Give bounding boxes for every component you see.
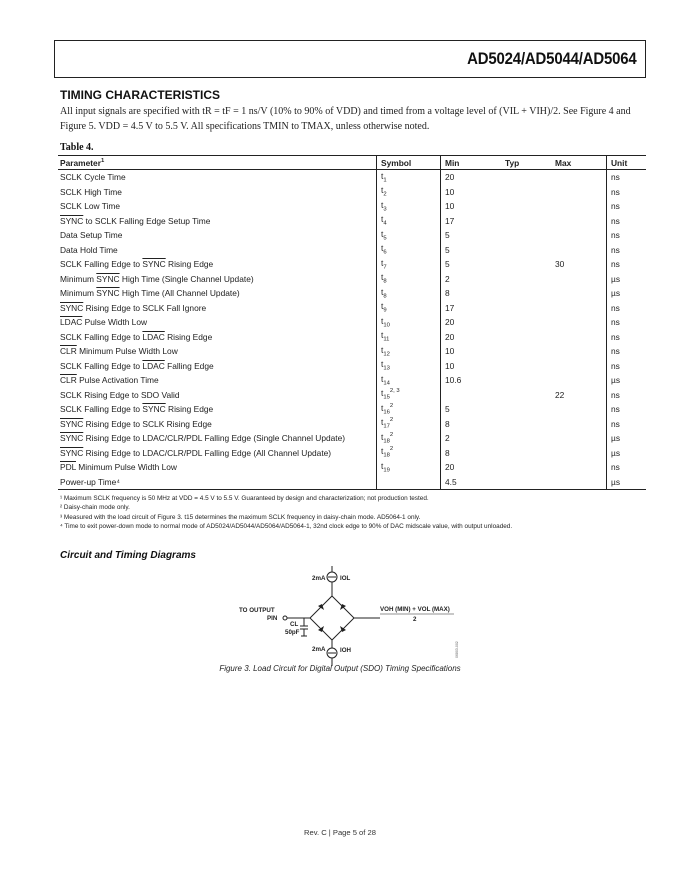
footnote: ⁴ Time to exit power-down mode to normal mode of AD5024/AD5044/AD5064/AD5064-1, 32nd clock edge to 90% of DAC midscale value, with output unloaded.: [60, 523, 513, 531]
cell-max: [553, 315, 607, 330]
diode-bridge: [310, 596, 354, 640]
cell-parameter: Minimum SYNC High Time (All Channel Update): [60, 288, 240, 299]
table-row: [58, 460, 646, 475]
table-body: [58, 170, 646, 490]
cell-typ: [503, 460, 553, 475]
cell-unit: ns: [607, 460, 647, 475]
cell-min: 2: [441, 431, 504, 446]
cell-min: 10: [441, 344, 504, 359]
table-row: [58, 431, 646, 446]
cell-max: [553, 460, 607, 475]
label-voltage: VOH (MIN) + VOL (MAX): [380, 606, 450, 613]
cell-min: 8: [441, 417, 504, 432]
cell-typ: [503, 359, 553, 374]
label-bottom-current: 2mA: [312, 646, 326, 653]
cell-parameter: LDAC Pulse Width Low: [60, 317, 148, 328]
table-row: [58, 402, 646, 417]
cell-unit: µs: [607, 286, 647, 301]
cell-max: [553, 214, 607, 229]
cell-min: 20: [441, 330, 504, 345]
cell-unit: ns: [607, 301, 647, 316]
table-row: [58, 272, 646, 287]
cell-typ: [503, 272, 553, 287]
cell-min: 10: [441, 185, 504, 200]
cell-parameter: SYNC Rising Edge to SCLK Rising Edge: [60, 418, 212, 429]
cell-max: [553, 475, 607, 490]
cell-parameter: SCLK Falling Edge to LDAC Rising Edge: [60, 331, 213, 342]
cell-max: [553, 330, 607, 345]
cell-max: [553, 431, 607, 446]
cell-parameter: Minimum SYNC High Time (Single Channel Update): [60, 273, 254, 284]
label-iol: IOL: [340, 575, 351, 582]
table-row: [58, 446, 646, 461]
header-title: AD5024/AD5044/AD5064: [467, 49, 637, 68]
table-row: [58, 475, 646, 490]
cell-unit: ns: [607, 417, 647, 432]
cell-parameter: SYNC Rising Edge to LDAC/CLR/PDL Falling Edge (Single Channel Update): [60, 433, 346, 444]
header-typ: Typ: [503, 156, 553, 170]
cell-min: 10: [441, 199, 504, 214]
page-footer: Rev. C | Page 5 of 28: [304, 828, 376, 837]
cell-min: 20: [441, 315, 504, 330]
cell-typ: [503, 475, 553, 490]
cell-symbol: $t_{17}^2$: [377, 417, 441, 432]
cell-symbol: $t_{18}^2$: [377, 446, 441, 461]
cell-min: 2: [441, 272, 504, 287]
cell-symbol: $t_2$: [377, 185, 441, 200]
cell-parameter: SCLK Falling Edge to SYNC Rising Edge: [60, 259, 214, 270]
label-pin: PIN: [267, 615, 278, 622]
table-row: [58, 214, 646, 229]
cell-parameter: $\overline{PDL}$ Minimum Pulse Width Low: [60, 462, 177, 473]
header-unit: Unit: [607, 156, 647, 170]
cell-typ: [503, 243, 553, 258]
cell-symbol: $t_4$: [377, 214, 441, 229]
footnote: ² Daisy-chain mode only.: [60, 504, 130, 512]
cell-max: [553, 344, 607, 359]
cell-min: 17: [441, 301, 504, 316]
cell-min: 17: [441, 214, 504, 229]
cell-symbol: $t_6$: [377, 243, 441, 258]
header-min: Min: [441, 156, 504, 170]
cell-max: [553, 359, 607, 374]
cell-typ: [503, 286, 553, 301]
cell-typ: [503, 344, 553, 359]
cell-symbol: $t_{13}$: [377, 359, 441, 374]
cell-symbol: $t_8$: [377, 286, 441, 301]
cell-symbol: $t_{15}^{2, 3}$: [377, 388, 441, 403]
cell-min: 5: [441, 257, 504, 272]
cell-unit: ns: [607, 359, 647, 374]
table-row: [58, 344, 646, 359]
cell-min: 20: [441, 170, 504, 185]
cell-unit: ns: [607, 214, 647, 229]
cell-typ: [503, 330, 553, 345]
cell-typ: [503, 185, 553, 200]
table-row: [58, 243, 646, 258]
table-row: [58, 199, 646, 214]
timing-table: [58, 155, 646, 490]
cell-typ: [503, 228, 553, 243]
cell-parameter: $\overline{CLR}$ Minimum Pulse Width Low: [60, 346, 178, 357]
table-row: [58, 301, 646, 316]
table-row: [58, 330, 646, 345]
cell-unit: µs: [607, 373, 647, 388]
table-row: [58, 417, 646, 432]
cell-symbol: $t_{18}^2$: [377, 431, 441, 446]
label-ioh: IOH: [340, 647, 352, 654]
cell-max: [553, 185, 607, 200]
header-parameter: Parameter$^1$: [58, 156, 377, 170]
footnote: ³ Measured with the load circuit of Figure 3. t15 determines the maximum SCLK frequency in daisy-chain mode. AD5064-1 only.: [60, 513, 421, 521]
cell-min: 4.5: [441, 475, 504, 490]
figure-caption: Figure 3. Load Circuit for Digital Output (SDO) Timing Specifications: [219, 664, 461, 673]
cell-typ: [503, 373, 553, 388]
cell-min: 20: [441, 460, 504, 475]
cell-min: 5: [441, 228, 504, 243]
page-header: [54, 40, 646, 78]
cell-max: [553, 170, 607, 185]
cell-typ: [503, 257, 553, 272]
cell-unit: µs: [607, 272, 647, 287]
cell-symbol: $t_9$: [377, 301, 441, 316]
cell-symbol: $t_7$: [377, 257, 441, 272]
table-header-row: [58, 156, 646, 170]
cell-typ: [503, 402, 553, 417]
cell-parameter: SCLK Falling Edge to LDAC Falling Edge: [60, 360, 214, 371]
cell-typ: [503, 446, 553, 461]
cell-unit: µs: [607, 446, 647, 461]
table-row: [58, 257, 646, 272]
label-cap: 50pF: [285, 629, 300, 636]
cell-typ: [503, 214, 553, 229]
cell-symbol: $t_{10}$: [377, 315, 441, 330]
cell-parameter: Data Setup Time: [60, 230, 123, 241]
cell-max: 22: [555, 389, 565, 400]
cell-min: 5: [441, 243, 504, 258]
table-row: [58, 373, 646, 388]
cell-max: [553, 373, 607, 388]
cell-typ: [503, 199, 553, 214]
cell-symbol: $t_{19}$: [377, 460, 441, 475]
cell-typ: [503, 170, 553, 185]
cell-unit: ns: [607, 402, 647, 417]
cell-unit: ns: [607, 185, 647, 200]
cell-max: [553, 199, 607, 214]
cell-unit: µs: [607, 475, 647, 490]
cell-unit: ns: [607, 344, 647, 359]
cell-max: [553, 402, 607, 417]
cell-max: [553, 301, 607, 316]
cell-min: 10: [441, 359, 504, 374]
header-symbol: Symbol: [377, 156, 441, 170]
cell-parameter: SYNC to SCLK Falling Edge Setup Time: [60, 215, 211, 226]
label-divisor: 2: [413, 616, 417, 623]
cell-symbol: $t_5$: [377, 228, 441, 243]
cell-unit: ns: [607, 243, 647, 258]
cell-parameter: SCLK Falling Edge to SYNC Rising Edge: [60, 404, 214, 415]
cell-max: [553, 417, 607, 432]
cell-parameter: SCLK Low Time: [60, 201, 121, 212]
table-caption: Table 4.: [60, 142, 94, 153]
table-row: [58, 388, 646, 403]
cell-symbol: [377, 475, 441, 490]
intro-paragraph: All input signals are specified with tR = tF = 1 ns/V (10% to 90% of VDD) and timed from a voltage level of (VIL + VIH)/2. See Figure 4 and Figure 5. VDD = 4.5 V to 5.5 V. All specifications TMIN to TMAX, unless otherwise noted.: [60, 106, 631, 132]
cell-unit: ns: [607, 228, 647, 243]
cell-typ: [503, 301, 553, 316]
cell-max: [553, 272, 607, 287]
cell-parameter: SYNC Rising Edge to SCLK Fall Ignore: [60, 302, 207, 313]
cell-unit: ns: [607, 315, 647, 330]
cell-max: [553, 243, 607, 258]
cell-min: 10.6: [441, 373, 504, 388]
circuit-subhead: Circuit and Timing Diagrams: [60, 550, 196, 561]
label-cl: CL: [290, 621, 299, 628]
cell-symbol: $t_{12}$: [377, 344, 441, 359]
load-circuit-diagram: [230, 566, 470, 666]
cell-symbol: $t_{16}^2$: [377, 402, 441, 417]
cell-symbol: $t_8$: [377, 272, 441, 287]
table-row: [58, 315, 646, 330]
label-top-current: 2mA: [312, 575, 326, 582]
cell-parameter: SCLK High Time: [60, 186, 122, 197]
cell-parameter: SYNC Rising Edge to LDAC/CLR/PDL Falling Edge (All Channel Update): [60, 447, 332, 458]
table-row: [58, 359, 646, 374]
footnote: ¹ Maximum SCLK frequency is 50 MHz at VDD = 4.5 V to 5.5 V. Guaranteed by design and characterization; not production tested.: [60, 495, 429, 502]
cell-parameter: SCLK Rising Edge to SDO Valid: [60, 389, 180, 400]
cell-typ: [503, 315, 553, 330]
cell-symbol: $t_3$: [377, 199, 441, 214]
cell-symbol: $t_1$: [377, 170, 441, 185]
section-title: TIMING CHARACTERISTICS: [60, 88, 220, 102]
cell-min: 8: [441, 446, 504, 461]
table-row: [58, 228, 646, 243]
label-to-output: TO OUTPUT: [239, 607, 275, 614]
cell-typ: [503, 417, 553, 432]
cell-unit: µs: [607, 431, 647, 446]
cell-max: [553, 228, 607, 243]
cell-parameter: $\overline{CLR}$ Pulse Activation Time: [60, 375, 159, 386]
cell-unit: ns: [607, 257, 647, 272]
cell-typ: [503, 431, 553, 446]
cell-min: [441, 388, 504, 403]
cell-max: [553, 446, 607, 461]
cell-symbol: $t_{14}$: [377, 373, 441, 388]
cell-unit: ns: [607, 170, 647, 185]
cell-unit: ns: [607, 388, 647, 403]
table-row: [58, 185, 646, 200]
cell-unit: ns: [607, 199, 647, 214]
cell-parameter: Power-up Time⁴: [58, 475, 377, 490]
cell-min: 5: [441, 402, 504, 417]
cell-parameter: SCLK Cycle Time: [60, 172, 126, 183]
cell-min: 8: [441, 286, 504, 301]
cell-max: 30: [555, 259, 565, 270]
header-max: Max: [553, 156, 607, 170]
cell-symbol: $t_{11}$: [377, 330, 441, 345]
cell-max: [553, 286, 607, 301]
cell-parameter: Data Hold Time: [60, 244, 118, 255]
cell-unit: ns: [607, 330, 647, 345]
figure-id: 06803-002: [455, 641, 459, 658]
table-row: [58, 286, 646, 301]
table-row: [58, 170, 646, 185]
cell-typ: [503, 388, 553, 403]
footnotes: [60, 494, 650, 532]
